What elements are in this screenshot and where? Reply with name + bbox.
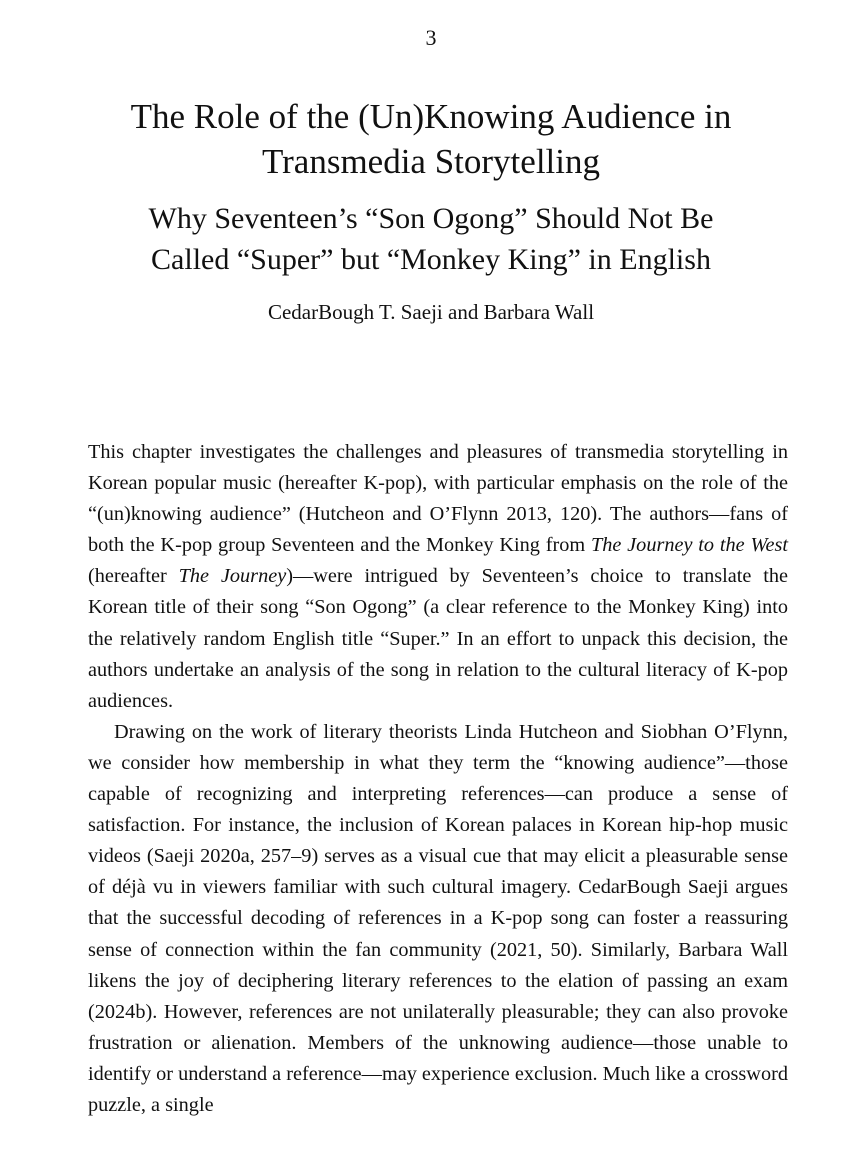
chapter-title-line-1: The Role of the (Un)Knowing Audience in [130,97,732,136]
chapter-header [60,94,802,326]
paragraph-1-text-a: This chapter investigates the challenges and pleasures of transmedia storytelling in Korean popular music (hereafter K-pop), with particular emphasis on the role of the “(un)knowing audience” (Hutcheon and O’Flynn 2013, 120). The authors—fans of both the K-pop group Seventeen and the Monkey King from [88,441,788,557]
chapter-authors: CedarBough T. Saeji and Barbara Wall [267,300,595,324]
chapter-subtitle [60,198,802,280]
chapter-title-line-2: Transmedia Storytelling [261,142,600,181]
body-paragraph-2: Drawing on the work of literary theorists Linda Hutcheon and Siobhan O’Flynn, we consider how membership in what they term the “knowing audience”—those capable of recognizing and interpreting references—can produce a sense of satisfaction. For instance, the inclusion of Korean palaces in Korean hip-hop music videos (Saeji 2020a, 257–9) serves as a visual cue that may elicit a pleasurable sense of déjà vu in viewers familiar with such cultural imagery. CedarBough Saeji argues that the successful decoding of references in a K-pop song can foster a reassuring sense of connection within the fan community (2021, 50). Similarly, Barbara Wall likens the joy of deciphering literary references to the elation of passing an exam (2024b). However, references are not unilaterally pleasurable; they can also provoke frustration or alienation. Members of the unknowing audience—those unable to identify or understand a reference—may experience exclusion. Much like a crossword puzzle, a single [88,720,788,1116]
body-paragraph-1 [88,437,788,717]
chapter-body [88,437,788,1121]
chapter-subtitle-line-1: Why Seventeen’s “Son Ogong” Should Not Be [148,202,714,235]
work-title-short: The Journey [178,565,287,588]
page-number: 3 [425,25,437,50]
paragraph-1-text-c: )—were intrigued by Seventeen’s choice to translate the Korean title of their song “Son Ogong” (a clear reference to the Monkey King) into the relatively random English title “Super.” In an effort to unpack this decision, the authors undertake an analysis of the song in relation to the cultural literacy of K-pop audiences. [88,565,789,712]
work-title-journey-to-the-west: The Journey to the West [590,534,789,557]
paragraph-1-text-b: (hereafter [88,565,179,588]
chapter-subtitle-line-2: Called “Super” but “Monkey King” in English [151,243,711,276]
chapter-title [60,94,802,184]
